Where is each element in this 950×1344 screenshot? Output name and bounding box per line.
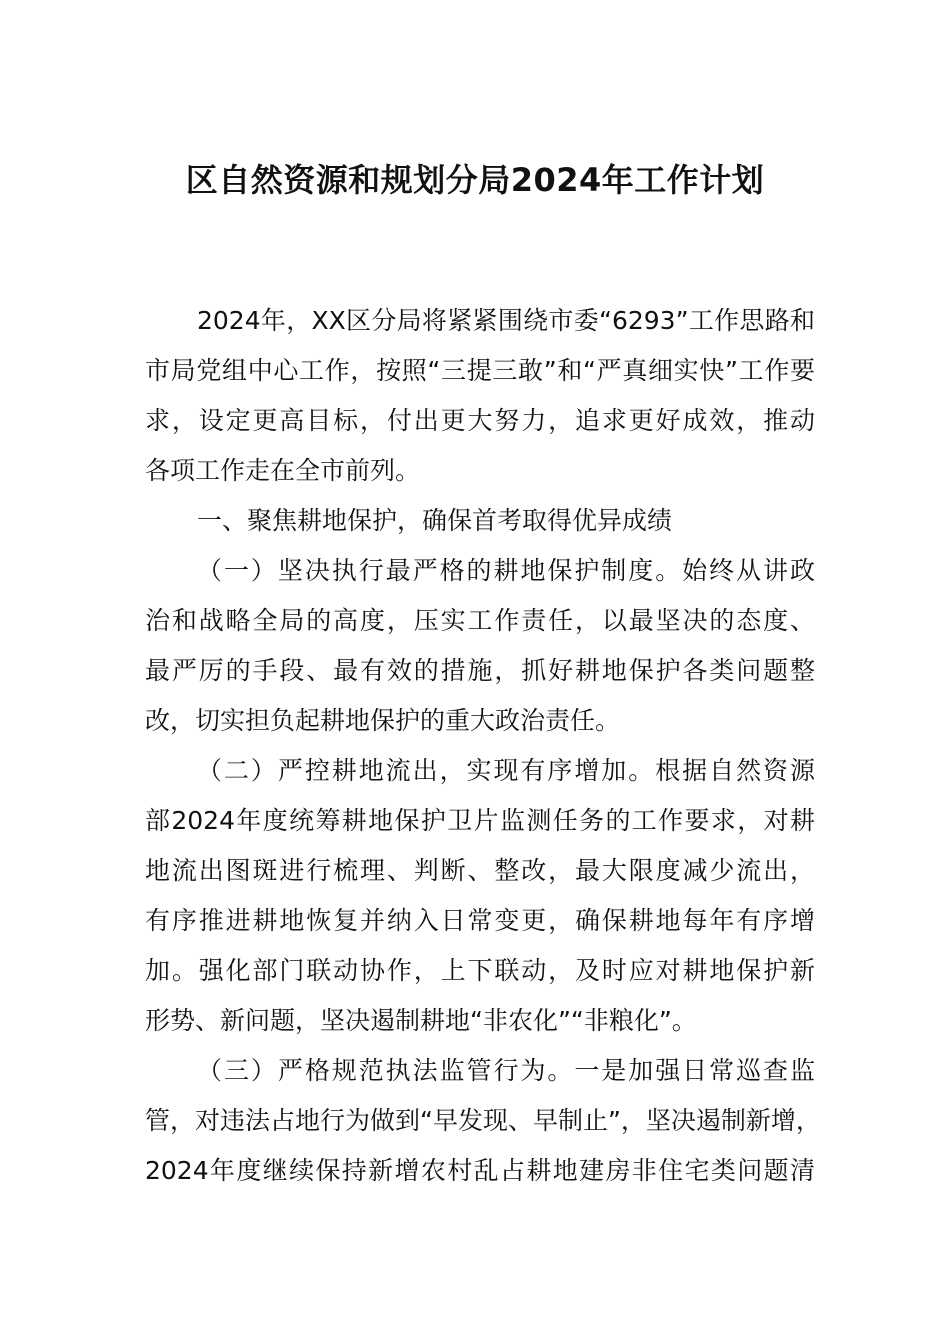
paragraph-line: 2024年度继续保持新增农村乱占耕地建房非住宅类问题清 [145, 1156, 815, 1185]
document-body [145, 302, 821, 1202]
paragraph-line: （二）严控耕地流出，实现有序增加。根据自然资源 [197, 756, 815, 785]
paragraph-line: 地流出图斑进行梳理、判断、整改，最大限度减少流出， [145, 856, 815, 885]
paragraph-line: 有序推进耕地恢复并纳入日常变更，确保耕地每年有序增 [145, 906, 815, 935]
paragraph-line: 形势、新问题，坚决遏制耕地“非农化”“非粮化”。 [145, 1006, 697, 1035]
paragraph-line: 求，设定更高目标，付出更大努力，追求更好成效，推动 [145, 406, 815, 435]
paragraph-line: 加。强化部门联动协作，上下联动，及时应对耕地保护新 [145, 956, 815, 985]
document-title: 区自然资源和规划分局2024年工作计划 [185, 161, 765, 199]
paragraph-line: 各项工作走在全市前列。 [145, 456, 421, 485]
subsection-1 [145, 552, 815, 752]
section-heading-line: 一、聚焦耕地保护，确保首考取得优异成绩 [197, 506, 673, 535]
paragraph-line: 改，切实担负起耕地保护的重大政治责任。 [145, 706, 621, 735]
intro-paragraph [145, 302, 815, 502]
paragraph-line: 2024年，XX区分局将紧紧围绕市委“6293”工作思路和 [197, 306, 815, 335]
paragraph-line: 管，对违法占地行为做到“早发现、早制止”，坚决遏制新增， [145, 1106, 821, 1135]
paragraph-line: （一）坚决执行最严格的耕地保护制度。始终从讲政 [197, 556, 815, 585]
section-heading-1 [145, 502, 815, 552]
paragraph-line: 治和战略全局的高度，压实工作责任，以最坚决的态度、 [145, 606, 815, 635]
paragraph-line: 市局党组中心工作，按照“三提三敢”和“严真细实快”工作要 [145, 356, 815, 385]
subsection-2 [145, 752, 815, 1052]
paragraph-line: （三）严格规范执法监管行为。一是加强日常巡查监 [197, 1056, 815, 1085]
paragraph-line: 最严厉的手段、最有效的措施，抓好耕地保护各类问题整 [145, 656, 815, 685]
subsection-3 [145, 1052, 821, 1202]
paragraph-line: 部2024年度统筹耕地保护卫片监测任务的工作要求，对耕 [145, 806, 815, 835]
